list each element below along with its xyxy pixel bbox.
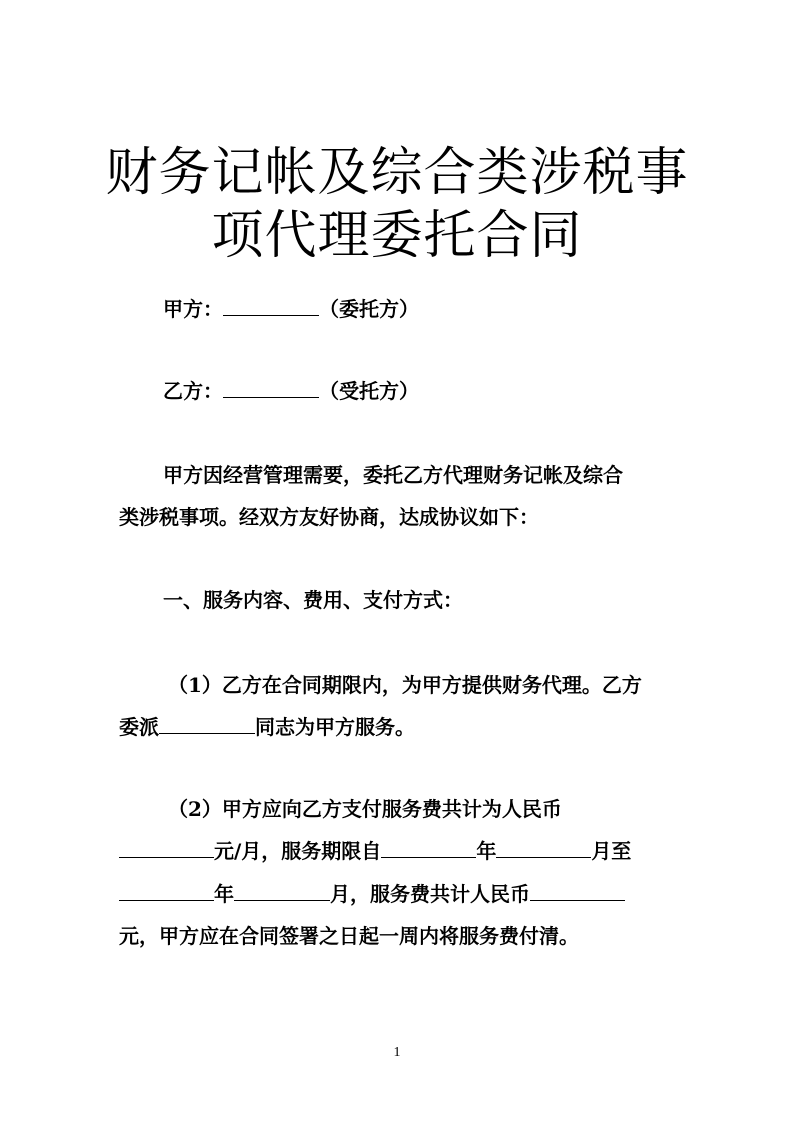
party-a-role: （委托方）: [319, 297, 419, 321]
clause-1-staff-blank: [159, 713, 255, 734]
end-month-fee-label: 月，服务费共计人民币: [330, 882, 530, 906]
clause-2-line-4: 元，甲方应在合同签署之日起一周内将服务费付清。: [119, 924, 579, 948]
monthly-fee-blank: [119, 837, 214, 858]
party-a-line: [163, 295, 419, 323]
clause-2-line-3: [119, 880, 625, 908]
end-month-blank: [234, 880, 330, 901]
start-month-blank: [496, 837, 591, 858]
end-year-label: 年: [214, 882, 234, 906]
start-month-to-label: 月至: [591, 839, 632, 863]
party-b-blank: [223, 377, 319, 398]
intro-line-2: 类涉税事项。经双方友好协商，达成协议如下：: [119, 505, 539, 529]
document-title-line-1: 财务记帐及综合类涉税事: [105, 143, 689, 203]
intro-line-1: 甲方因经营管理需要，委托乙方代理财务记帐及综合: [163, 463, 623, 487]
total-fee-blank: [530, 880, 625, 901]
end-year-blank: [119, 880, 214, 901]
clause-1-service-text: 同志为甲方服务。: [255, 715, 415, 739]
party-b-line: [163, 377, 419, 405]
document-title-line-2: 项代理委托合同: [211, 206, 583, 266]
clause-1-assign-label: 委派: [119, 715, 159, 739]
start-year-label: 年: [476, 839, 497, 863]
yuan-per-month-text: 元/月，服务期限自: [214, 839, 382, 863]
start-year-blank: [381, 837, 476, 858]
clause-2-line-2: [119, 837, 631, 865]
clause-1-line-1: （1）乙方在合同期限内，为甲方提供财务代理。乙方: [168, 673, 642, 697]
page-number: 1: [393, 1045, 401, 1060]
clause-1-line-2: [119, 713, 415, 741]
party-a-blank: [223, 295, 319, 316]
clause-2-line-1: （2）甲方应向乙方支付服务费共计为人民币: [168, 797, 562, 821]
party-b-label: 乙方：: [163, 379, 223, 403]
party-a-label: 甲方：: [163, 297, 223, 321]
party-b-role: （受托方）: [319, 379, 419, 403]
section-1-heading: 一、服务内容、费用、支付方式：: [163, 588, 463, 612]
